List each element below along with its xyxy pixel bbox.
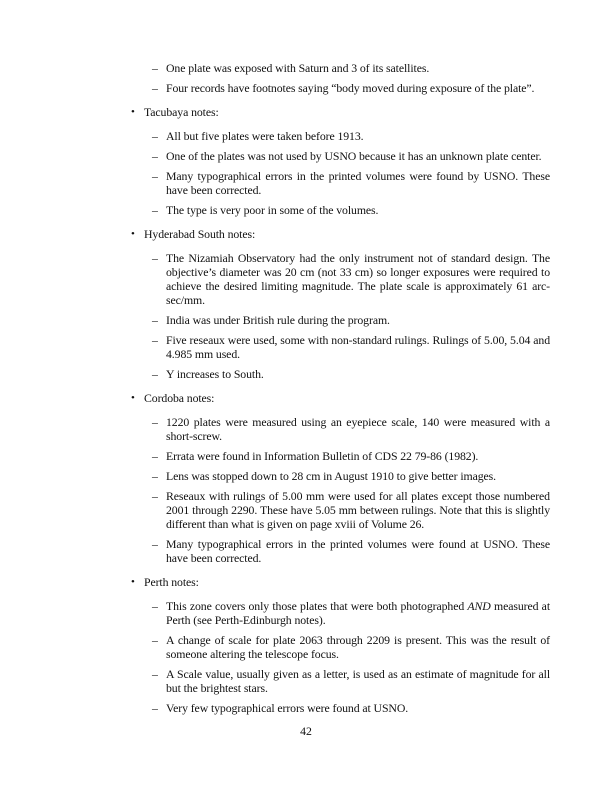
item-text: India was under British rule during the program. — [166, 313, 390, 327]
list-item — [131, 489, 550, 531]
list-item — [131, 633, 550, 661]
list-item — [131, 333, 550, 361]
section-items — [131, 251, 550, 381]
dash-icon: – — [152, 203, 158, 217]
dash-icon: – — [152, 599, 158, 613]
section-title: Perth notes: — [144, 575, 199, 589]
bullet-icon: • — [131, 576, 135, 588]
dash-icon: – — [152, 81, 158, 95]
dash-icon: – — [152, 169, 158, 183]
notes-section — [131, 575, 550, 715]
item-text: The Nizamiah Observatory had the only instrument not of standard design. The objective’s diameter was 20 cm (not 33 cm) so longer exposures were required to achieve the desired limiting magnitude. The plate scale is approximately 61 arc-sec/mm. — [166, 251, 550, 307]
section-items — [131, 61, 550, 95]
bullet-icon: • — [131, 392, 135, 404]
dash-icon: – — [152, 367, 158, 381]
bullet-icon: • — [131, 228, 135, 240]
dash-icon: – — [152, 313, 158, 327]
bullet-item — [131, 227, 550, 241]
list-item — [131, 313, 550, 327]
list-item — [131, 251, 550, 307]
item-text: This zone covers only those plates that were both photographed AND measured at Perth (see Perth-Edinburgh notes). — [166, 599, 551, 627]
list-item — [131, 367, 550, 381]
dash-icon: – — [152, 251, 158, 265]
section-title: Cordoba notes: — [144, 391, 215, 405]
item-text: Very few typographical errors were found at USNO. — [166, 701, 409, 715]
list-item — [131, 537, 550, 565]
dash-icon: – — [152, 129, 158, 143]
list-item — [131, 169, 550, 197]
item-text: One plate was exposed with Saturn and 3 of its satellites. — [166, 61, 430, 75]
list-item — [131, 449, 550, 463]
notes-section — [131, 391, 550, 565]
item-text: Lens was stopped down to 28 cm in August 1910 to give better images. — [166, 469, 497, 483]
item-text: Four records have footnotes saying “body moved during exposure of the plate”. — [166, 81, 535, 95]
list-item — [131, 61, 550, 75]
bullet-item — [131, 575, 550, 589]
dash-icon: – — [152, 633, 158, 647]
list-item — [131, 415, 550, 443]
item-text: Reseaux with rulings of 5.00 mm were used for all plates except those numbered 2001 through 2290. These have 5.05 mm between rulings. Note that this is slightly different than what is given on page xviii of Volume 26. — [166, 489, 550, 531]
page-number: 42 — [300, 724, 312, 738]
list-item — [131, 203, 550, 217]
list-item — [131, 81, 550, 95]
bullet-item — [131, 105, 550, 119]
item-text: Y increases to South. — [166, 367, 264, 381]
section-items — [131, 599, 550, 715]
item-text: 1220 plates were measured using an eyepiece scale, 140 were measured with a short-screw. — [166, 415, 550, 443]
list-item — [131, 667, 550, 695]
notes-section — [131, 105, 550, 217]
notes-section — [131, 227, 550, 381]
item-text: Many typographical errors in the printed volumes were found at USNO. These have been corrected. — [166, 537, 550, 565]
list-item — [131, 129, 550, 143]
list-item — [131, 701, 550, 715]
dash-icon: – — [152, 489, 158, 503]
bullet-icon: • — [131, 106, 135, 118]
dash-icon: – — [152, 537, 158, 551]
dash-icon: – — [152, 415, 158, 429]
item-text: All but five plates were taken before 1913. — [166, 129, 364, 143]
section-title: Hyderabad South notes: — [144, 227, 256, 241]
dash-icon: – — [152, 667, 158, 681]
dash-icon: – — [152, 61, 158, 75]
dash-icon: – — [152, 149, 158, 163]
item-text: Many typographical errors in the printed volumes were found by USNO. These have been corrected. — [166, 169, 550, 197]
bullet-item — [131, 391, 550, 405]
dash-icon: – — [152, 449, 158, 463]
dash-icon: – — [152, 469, 158, 483]
item-text: Five reseaux were used, some with non-standard rulings. Rulings of 5.00, 5.04 and 4.985 mm used. — [166, 333, 550, 361]
document-body — [131, 61, 550, 715]
section-items — [131, 415, 550, 565]
section-title: Tacubaya notes: — [144, 105, 219, 119]
list-item — [131, 599, 550, 627]
dash-icon: – — [152, 701, 158, 715]
item-text: Errata were found in Information Bulletin of CDS 22 79-86 (1982). — [166, 449, 479, 463]
item-text: A Scale value, usually given as a letter, is used as an estimate of magnitude for all but the brightest stars. — [166, 667, 550, 695]
list-item — [131, 149, 550, 163]
item-text: A change of scale for plate 2063 through 2209 is present. This was the result of someone altering the telescope focus. — [166, 633, 550, 661]
item-text: One of the plates was not used by USNO because it has an unknown plate center. — [166, 149, 542, 163]
notes-section — [131, 61, 550, 95]
dash-icon: – — [152, 333, 158, 347]
list-item — [131, 469, 550, 483]
item-text: The type is very poor in some of the volumes. — [166, 203, 379, 217]
section-items — [131, 129, 550, 217]
